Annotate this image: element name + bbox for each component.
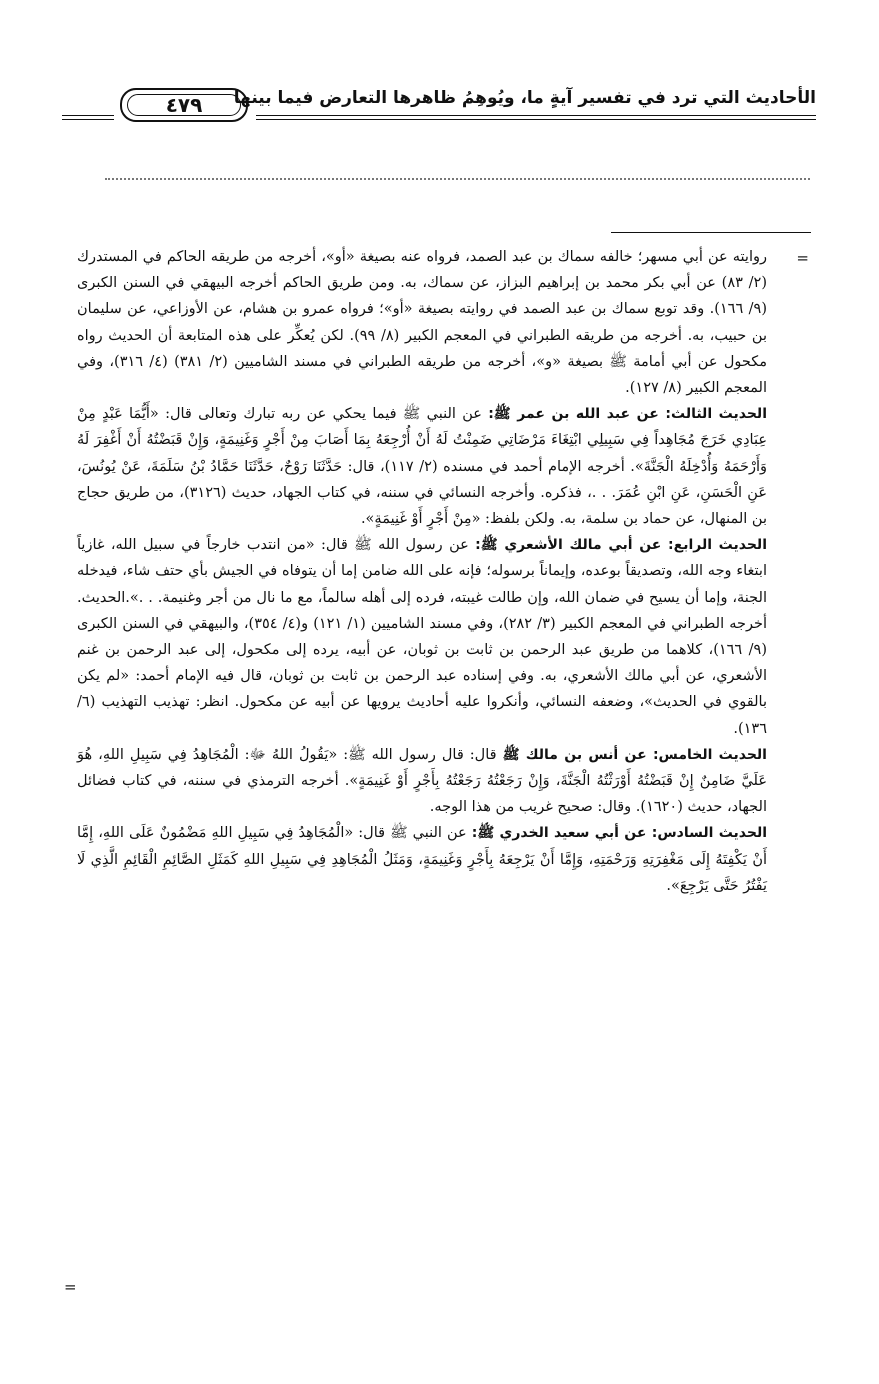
continues-to-mark: = <box>64 1278 77 1296</box>
paragraph <box>77 820 767 899</box>
paragraph <box>77 401 767 532</box>
hadith-heading: الحديث الثالث: عن عبد الله بن عمر ﷺ: <box>488 406 767 423</box>
header-rule <box>62 115 114 116</box>
paragraph-text: عن رسول الله ﷺ قال: «من انتدب خارجاً في سبيل الله، غازياً ابتغاء وجه الله، وتصديقاً بوعده، وإيماناً برسوله؛ فإنه على الله ضامن إما أن يتوفاه في الجيش بأي حتف شاء، فيدخله الجنة، وإما أن يسيح في ضمان الله، وإن طالت غيبته، فرده إلى أهله سالماً، مع ما نال من أجر وغنيمة. . .».الحديث. أخرجه الطبراني في المعجم الكبير (٣/ ٢٨٢)، وفي مسند الشاميين (١/ ١٢١) و(٤/ ٣٥٤)، والبيهقي في السنن الكبرى (٩/ ١٦٦)، كلاهما من طريق عبد الرحمن بن ثابت بن ثوبان، عن أبيه، يرده إلى مكحول، إلى عبد الرحمن بن غنم الأشعري، عن أبي مالك الأشعري، به. وفي إسناده عبد الرحمن بن ثابت بن ثوبان، قال فيه الإمام أحمد: «لم يكن بالقوي في الحديث»، وضعفه النسائي، وأنكروا عليه أحاديث يرويها عن أبيه عن مكحول. انظر: تهذيب التهذيب (٦/ ١٣٦). <box>77 537 767 737</box>
continued-from-mark: = <box>796 249 809 267</box>
paragraph <box>77 742 767 821</box>
footnote-rule <box>611 232 811 233</box>
page-number-frame <box>120 88 248 122</box>
paragraph <box>77 532 767 742</box>
footnote-body <box>77 244 767 899</box>
dotted-separator <box>105 178 810 180</box>
header-rule <box>256 119 816 120</box>
page-number: ٤٧٩ <box>165 93 203 117</box>
paragraph-text: عن النبي ﷺ فيما يحكي عن ربه تبارك وتعالى قال: «أَيُّمَا عَبْدٍ مِنْ عِبَادِي خَرَجَ مُجَاهِداً فِي سَبِيلِي ابْتِغَاءَ مَرْضَاتِي ضَمِنْتُ لَهُ أَنْ أُرْجِعَهُ بِمَا أَصَابَ مِنْ أَجْرٍ وَغَنِيمَةٍ، وَإِنْ قَبَضْتُهُ أَنْ أَغْفِرَ لَهُ وَأَرْحَمَهُ وَأُدْخِلَهُ الْجَنَّةَ». أخرجه الإمام أحمد في مسنده (٢/ ١١٧)، قال: حَدَّثَنَا رَوْحٌ، حَدَّثَنَا حَمَّادُ بْنُ سَلَمَةَ، عَنْ يُونُسَ، عَنِ الْحَسَنِ، عَنِ ابْنِ عُمَرَ. . .، فذكره. وأخرجه النسائي في سننه، في كتاب الجهاد، حديث (٣١٢٦)، من طريق حجاج بن المنهال، عن حماد بن سلمة، به. ولكن بلفظ: «مِنْ أَجْرٍ أَوْ غَنِيمَةٍ». <box>77 406 768 528</box>
paragraph-text: روايته عن أبي مسهر؛ خالفه سماك بن عبد الصمد، فرواه عنه بصيغة «أو»، أخرجه من طريقه الحاكم في المستدرك (٢/ ٨٣) عن أبي بكر محمد بن إبراهيم البزاز، عن سماك، به. ومن طريق الحاكم أخرجه البيهقي في السنن الكبرى (٩/ ١٦٦). وقد توبع سماك بن عبد الصمد في روايته بصيغة «أو»؛ فرواه عمرو بن هشام، عن الأوزاعي، عن سليمان بن حبيب، به. أخرجه من طريقه الطبراني في المعجم الكبير (٨/ ٩٩). لكن يُعكِّر على هذه المتابعة أن الحديث رواه مكحول عن أبي أمامة ﷺ بصيغة «و»، أخرجه من طريقه الطبراني في مسند الشاميين (٢/ ٣٨١) (٤/ ٣١٦)، وفي المعجم الكبير (٨/ ١٢٧). <box>77 249 768 397</box>
header-rule <box>62 119 114 120</box>
paragraph-text: قال: قال رسول الله ﷺ: «يَقُولُ اللهُ ﷻ: الْمُجَاهِدُ فِي سَبِيلِ اللهِ، هُوَ عَلَيَّ ضَامِنٌ إِنْ قَبَضْتُهُ أَوْرَثْتُهُ الْجَنَّةَ، وَإِنْ رَجَعْتُهُ رَجَعْتُهُ بِأَجْرٍ أَوْ غَنِيمَةٍ». أخرجه الترمذي في سننه، في كتاب فضائل الجهاد، حديث (١٦٢٠). وقال: صحيح غريب من هذا الوجه. <box>77 746 767 816</box>
paragraph-text: عن النبي ﷺ قال: «الْمُجَاهِدُ فِي سَبِيلِ اللهِ مَضْمُونٌ عَلَى اللهِ، إِمَّا أَنْ يَكْفِتَهُ إِلَى مَغْفِرَتِهِ وَرَحْمَتِهِ، وَإِمَّا أَنْ يَرْجِعَهُ بِأَجْرٍ وَغَنِيمَةٍ، وَمَثَلُ الْمُجَاهِدِ فِي سَبِيلِ اللهِ كَمَثَلِ الصَّائِمِ الْقَائِمِ الَّذِي لَا يَفْتُرُ حَتَّى يَرْجِعَ». <box>77 825 767 894</box>
hadith-heading: الحديث الخامس: عن أنس بن مالك ﷺ <box>502 746 767 763</box>
running-header <box>62 84 816 130</box>
hadith-heading: الحديث الرابع: عن أبي مالك الأشعري ﷺ: <box>475 537 767 554</box>
hadith-heading: الحديث السادس: عن أبي سعيد الخدري ﷺ: <box>471 825 768 842</box>
running-header-title: الأحاديث التي ترد في تفسير آيةٍ ما، ويُوهِمُ ظاهرها التعارض فيما بينها <box>233 88 816 108</box>
header-rule <box>256 115 816 116</box>
paragraph <box>77 244 767 401</box>
